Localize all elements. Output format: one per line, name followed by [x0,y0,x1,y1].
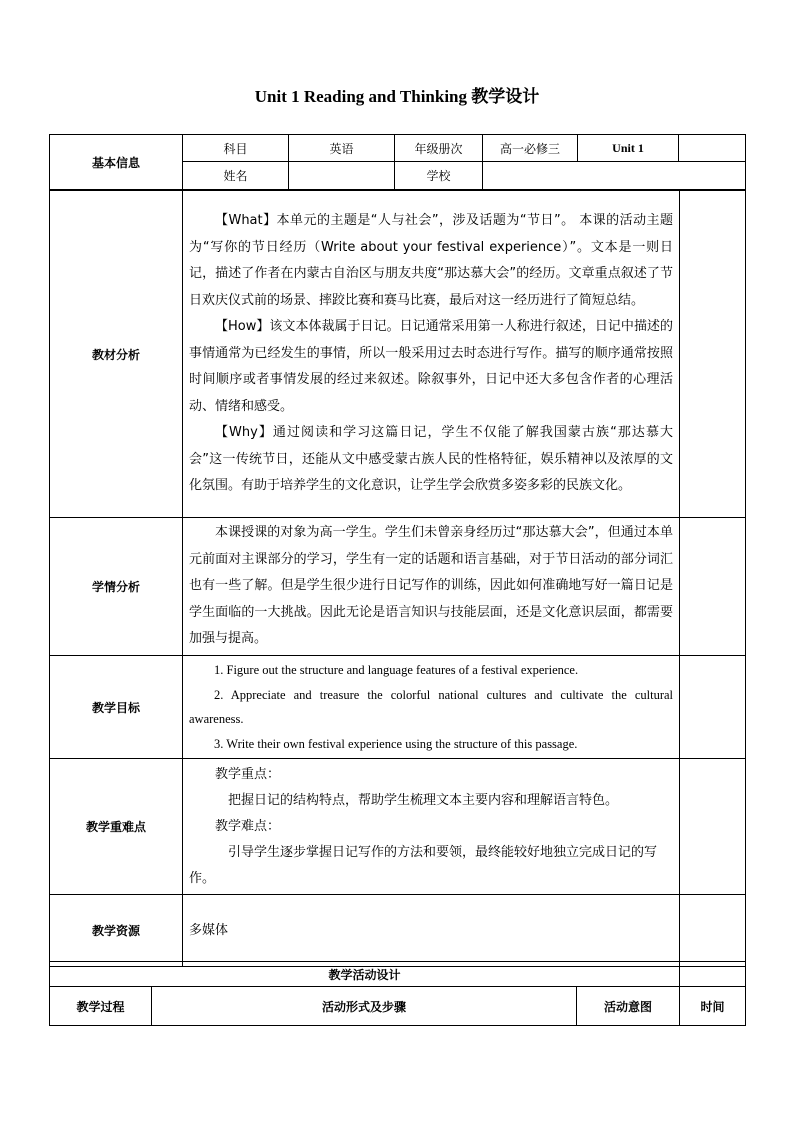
column-activity-steps: 活动形式及步骤 [152,987,577,1026]
teaching-resources-value: 多媒体 [183,895,680,967]
difficult-point-text: 引导学生逐步掌握日记写作的方法和要领，最终能较好地独立完成日记的写作。 [189,844,658,886]
student-analysis-paragraph: 本课授课的对象为高一学生。学生们未曾亲身经历过“那达慕大会”，但通过本单元前面对主课部分的学习，学生有一定的话题和语言基础，对于节日活动的部分词汇也有一些了解。但是学生很少进行日记写作的训练，因此如何准确地写好一篇日记是学生面临的一大挑战。因此无论是语言知识与技能层面，还是文化意识层面，都需要加强与提高。 [189,525,673,647]
key-point-text: 把握日记的结构特点，帮助学生梳理文本主要内容和理解语言特色。 [228,792,619,808]
school-value [483,162,746,190]
column-teaching-process: 教学过程 [50,987,152,1026]
material-analysis-label: 教材分析 [50,191,183,518]
student-analysis-content [183,518,680,656]
name-value [289,162,395,190]
material-what-paragraph: 【What】本单元的主题是“人与社会”，涉及话题为“节日”。 本课的活动主题为“写你的节日经历（Write about your festival experience）”。文本是一则日记，描述了作者在内蒙古自治区与朋友共度“那达慕大会”的经历。文章重点叙述了节日欢庆仪式前的场景、摔跤比赛和赛马比赛，最后对这一经历进行了简短总结。 [189,213,673,308]
material-how-paragraph: 【How】该文本体裁属于日记。日记通常采用第一人称进行叙述，日记中描述的事情通常为已经发生的事情，所以一般采用过去时态进行写作。描写的顺序通常按照时间顺序或者事情发展的经过来叙述。除叙事外，日记中还大多包含作者的心理活动、情绪和感受。 [189,319,673,414]
student-analysis-side [680,518,746,656]
lesson-analysis-table [49,190,746,967]
teaching-goals-side [680,656,746,759]
teaching-goals-content [183,656,680,759]
student-analysis-label: 学情分析 [50,518,183,656]
unit-value: Unit 1 [578,135,679,162]
material-why-paragraph: 【Why】通过阅读和学习这篇日记，学生不仅能了解我国蒙古族“那达慕大会”这一传统节日，还能从文中感受蒙古族人民的性格特征，娱乐精神以及浓厚的文化氛围。有助于培养学生的文化意识，让学生学会欣赏多姿多彩的民族文化。 [189,425,673,494]
subject-label: 科目 [183,135,289,162]
activity-design-side [680,962,746,987]
page-title: Unit 1 Reading and Thinking 教学设计 [254,87,540,106]
grade-label: 年级册次 [395,135,483,162]
key-difficult-points-label: 教学重难点 [50,759,183,895]
teaching-resources-side [680,895,746,967]
activity-design-table [49,961,746,1026]
material-analysis-content [183,191,680,518]
goal-item: 3. Write their own festival experience using the structure of this passage. [214,736,578,751]
key-point-heading: 教学重点： [215,766,281,782]
key-difficult-points-content [183,759,680,895]
material-analysis-side [680,191,746,518]
activity-design-heading: 教学活动设计 [50,962,680,987]
goal-item: 1. Figure out the structure and language features of a festival experience. [214,663,579,677]
column-activity-intent: 活动意图 [577,987,680,1026]
empty-cell [679,135,746,162]
school-label: 学校 [395,162,483,190]
teaching-goals-label: 教学目标 [50,656,183,759]
difficult-point-heading: 教学难点： [215,818,281,834]
basic-info-label: 基本信息 [50,135,183,190]
teaching-resources-label: 教学资源 [50,895,183,967]
basic-info-table [49,134,746,190]
name-label: 姓名 [183,162,289,190]
goal-item: 2. Appreciate and treasure the colorful national cultures and cultivate the cultural awareness. [189,687,673,726]
column-time: 时间 [680,987,746,1026]
subject-value: 英语 [289,135,395,162]
grade-value: 高一必修三 [483,135,578,162]
key-difficult-points-side [680,759,746,895]
